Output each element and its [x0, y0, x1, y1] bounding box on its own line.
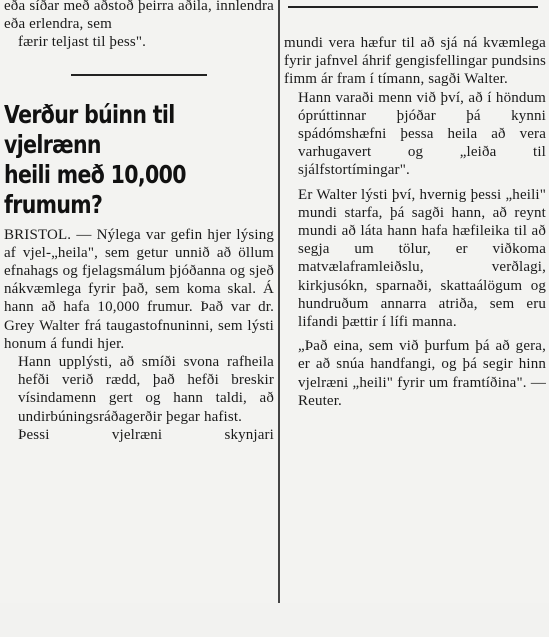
article-paragraph-4: mundi vera hæfur til að sjá ná kvæmlega fyrir jafnvel áhrif gengisfellingar pundsins fimm ár fram í tímann, sagði Walter.	[284, 35, 546, 88]
left-column	[4, 0, 274, 603]
article-paragraph-7: „Það eina, sem við þurfum þá að gera, er að snúa handfangi, og þá segir hinn vjelræni „heili" fyrir um framtíðina". — Reuter.	[298, 338, 546, 409]
headline-line-3: frumum?	[4, 189, 103, 219]
headline-line-1: Verður búinn til vjelrænn	[4, 99, 175, 159]
column-divider	[278, 0, 280, 603]
section-rule	[71, 74, 207, 76]
article-paragraph-5: Hann varaði menn við því, að í höndum óprúttinnar þjóðar þá kynni spádómshæfni þessa heila að vera varhugavert og „leiða til sjálfstortímingar".	[298, 89, 546, 179]
right-column	[284, 0, 546, 637]
intro-text-line-1: eða síðar með aðstoð þeirra aðila, innlendra eða erlendra, sem	[4, 0, 274, 33]
article-paragraph-1: BRISTOL. — Nýlega var gefin hjer lýsing af vjel-„heila", sem getur unnið að öllum efnahags og fjelagsmálum þjóðanna og sjeð nákvæmlega fyrir það, sem koma skal. Á hann að hafa 10,000 frumur. Það var dr. Grey Walter frá taugastofnuninni, sem lýsti honum á fundi hjer.	[4, 226, 274, 352]
article-paragraph-2: Hann upplýsti, að smíði svona rafheila hefði verið rædd, það hefði breskir vísindamenn gert og hann taldi, að undirbúningsráðagerðir þegar hafist.	[18, 354, 274, 425]
headline-line-2: heili með 10,000	[4, 159, 186, 189]
article-paragraph-3: Þessi vjelræni skynjari	[18, 426, 274, 443]
article-paragraph-6: Er Walter lýsti því, hvernig þessi „heili" mundi starfa, þá sagði hann, að reynt mundi að láta hann hafa hæfileika til að segja um tölur, er viðkoma matvælaframleiðslu, verðlagi, kirkjusókn, sparnaði, skattaálögum og hundruðum annarra atriða, sem eru lifandi þættir í lífi manna.	[298, 186, 546, 331]
intro-text-line-2: færir teljast til þess".	[18, 34, 147, 51]
article-headline	[4, 100, 274, 220]
